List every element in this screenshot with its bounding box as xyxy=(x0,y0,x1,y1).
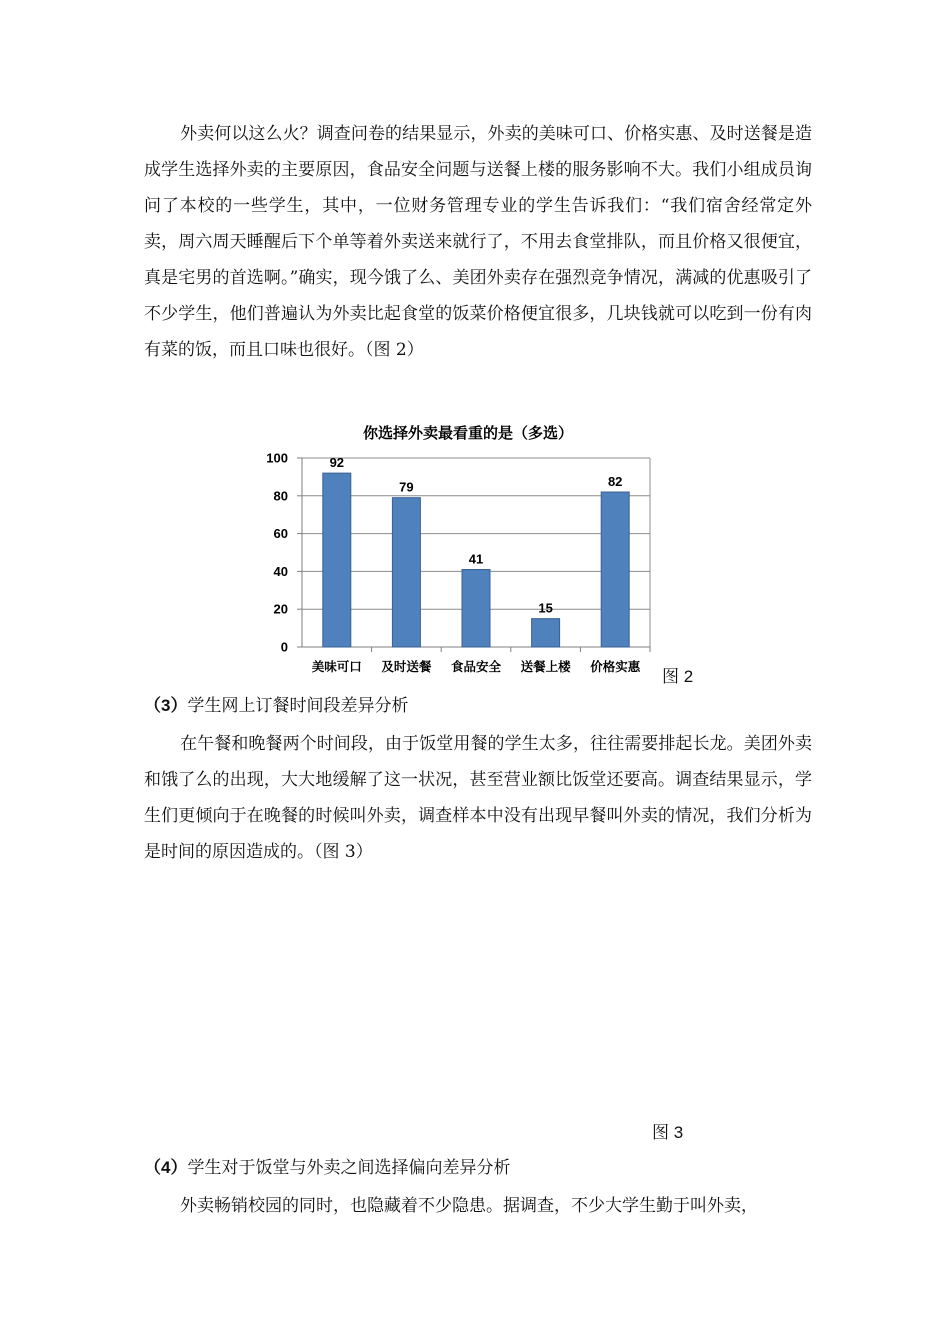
x-category-label: 及时送餐 xyxy=(381,659,432,674)
section-title-4: 学生对于饭堂与外卖之间选择偏向差异分析 xyxy=(187,1158,511,1178)
paragraph-2 xyxy=(144,726,812,870)
bar-chart xyxy=(258,418,678,688)
bar-data-label: 79 xyxy=(399,479,414,495)
chart-y-ticks xyxy=(266,451,302,655)
bar-data-label: 82 xyxy=(607,474,623,490)
paragraph-1-text: 外卖何以这么火？调查问卷的结果显示，外卖的美味可口、价格实惠、及时送餐是造成学生选择外卖的主要原因，食品安全问题与送餐上楼的服务影响不大。我们小组成员询问了本校的一些学生，其中，一位财务管理专业的学生告诉我们：“我们宿舍经常定外卖，周六周天睡醒后下个单等着外卖送来就行了，不用去食堂排队，而且价格又很便宜，真是宅男的首选啊。”确实，现今饿了么、美团外卖存在强烈竞争情况，满减的优惠吸引了不少学生，他们普遍认为外卖比起食堂的饭菜价格便宜很多，几块钱就可以吃到一份有肉有菜的饭，而且口味也很好。（图 2） xyxy=(144,124,812,360)
y-tick-label: 20 xyxy=(273,601,288,617)
section-heading-3 xyxy=(144,688,812,724)
paragraph-3 xyxy=(144,1188,812,1224)
y-tick-label: 60 xyxy=(273,526,288,542)
paragraph-1 xyxy=(144,116,812,368)
bar-chart-svg xyxy=(258,418,678,688)
section-number-4: （4） xyxy=(144,1158,188,1177)
figure-3-caption: 图 3 xyxy=(652,1123,684,1142)
paragraph-3-text: 外卖畅销校园的同时，也隐藏着不少隐患。据调查，不少大学生勤于叫外卖， xyxy=(180,1196,758,1216)
paragraph-2-text: 在午餐和晚餐两个时间段，由于饭堂用餐的学生太多，往往需要排起长龙。美团外卖和饿了么的出现，大大地缓解了这一状况，甚至营业额比饭堂还要高。调查结果显示，学生们更倾向于在晚餐的时候叫外卖，调查样本中没有出现早餐叫外卖的情况，我们分析为是时间的原因造成的。（图 3） xyxy=(144,734,812,862)
x-category-label: 价格实惠 xyxy=(590,659,641,674)
bar-data-label: 92 xyxy=(329,455,345,471)
section-number-3: （3） xyxy=(144,696,188,715)
chart-title: 你选择外卖最看重的是（多选） xyxy=(362,424,574,442)
x-category-label: 送餐上楼 xyxy=(520,659,571,674)
x-category-label: 食品安全 xyxy=(450,659,502,674)
y-tick-label: 0 xyxy=(280,639,288,655)
y-tick-label: 80 xyxy=(273,488,288,504)
y-tick-label: 40 xyxy=(273,563,288,579)
bar-data-label: 15 xyxy=(538,600,553,616)
bar xyxy=(601,492,629,647)
figure-2-caption: 图 2 xyxy=(662,667,694,686)
chart-category-labels xyxy=(312,647,650,674)
section-title-3: 学生网上订餐时间段差异分析 xyxy=(187,696,409,716)
y-tick-label: 100 xyxy=(266,450,288,466)
bar xyxy=(462,570,490,647)
section-heading-4 xyxy=(144,1150,812,1186)
bar xyxy=(532,619,560,647)
bar-data-label: 41 xyxy=(468,551,484,567)
bar xyxy=(323,473,351,647)
x-category-label: 美味可口 xyxy=(311,659,362,674)
bar xyxy=(392,498,420,647)
